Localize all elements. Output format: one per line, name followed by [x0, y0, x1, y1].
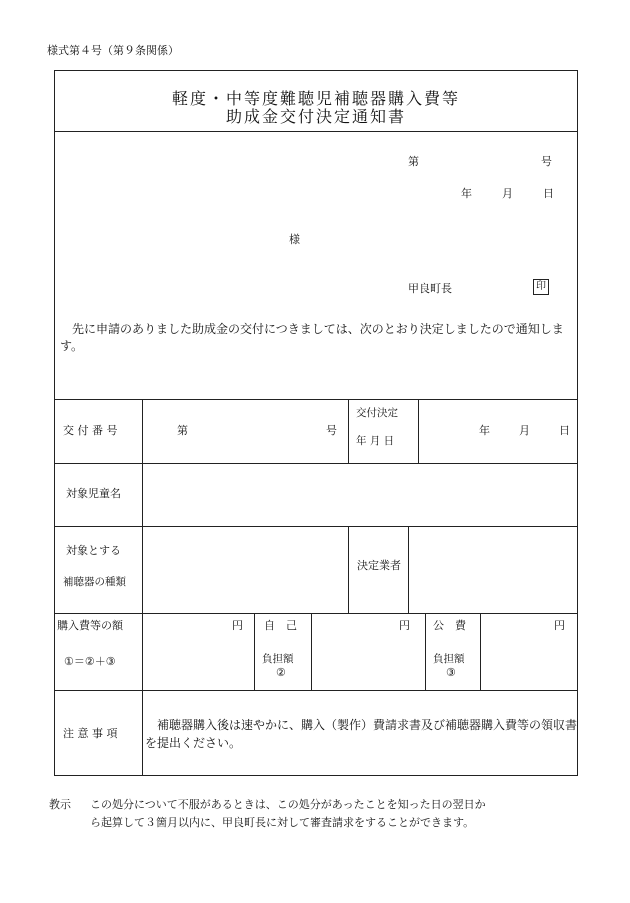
title-divider — [54, 131, 578, 132]
document-number-go: 号 — [541, 155, 552, 168]
public-burden-label-3: ③ — [446, 666, 456, 679]
cost-label-1: 購入費等の額 — [57, 619, 123, 632]
row-divider — [54, 526, 578, 527]
form-title-line2: 助成金交付決定通知書 — [225, 107, 406, 126]
date-day-label: 日 — [543, 187, 554, 200]
notification-body: 先に申請のありました助成金の交付につきましては、次のとおり決定しましたので通知します。 — [60, 322, 564, 353]
grant-number-dai: 第 — [177, 424, 188, 437]
decision-day: 日 — [559, 424, 570, 437]
row-divider — [54, 463, 578, 464]
device-type-label-1: 対象とする — [66, 544, 121, 557]
date-month-label: 月 — [502, 187, 513, 200]
form-frame — [54, 70, 578, 776]
col-line — [311, 613, 312, 690]
addressee-sama: 様 — [289, 233, 300, 246]
self-burden-label-2: 負担額 — [262, 653, 294, 665]
decision-date-label-1: 交付決定 — [356, 407, 398, 419]
public-burden-label-1: 公 費 — [433, 619, 466, 632]
mayor-name: 甲良町長 — [408, 282, 452, 295]
col-line — [418, 399, 419, 463]
col-line — [408, 526, 409, 613]
self-burden-yen: 円 — [399, 619, 410, 632]
self-burden-label-1: 自 己 — [264, 619, 297, 632]
device-type-label-2: 補聴器の種類 — [63, 576, 126, 588]
public-burden-label-2: 負担額 — [433, 653, 465, 665]
decision-date-label-2: 年 月 日 — [356, 435, 395, 447]
col-line — [348, 526, 349, 613]
vendor-label: 決定業者 — [357, 559, 401, 572]
col-line — [425, 613, 426, 690]
seal-mark: 印 — [533, 279, 549, 295]
grant-number-label: 交 付 番 号 — [63, 424, 118, 437]
instruction-line2: ら起算して３箇月以内に、甲良町長に対して審査請求をすることができます。 — [90, 816, 475, 829]
label-column-line — [142, 399, 143, 776]
total-cost-yen: 円 — [232, 619, 243, 632]
document-number-dai: 第 — [408, 155, 419, 168]
child-name-label: 対象児童名 — [66, 487, 121, 500]
public-burden-yen: 円 — [554, 619, 565, 632]
grant-number-go: 号 — [326, 424, 337, 437]
instruction-line1: この処分について不服があるときは、この処分があったことを知った日の翌日か — [90, 798, 486, 811]
self-burden-label-3: ② — [276, 666, 286, 679]
date-year-label: 年 — [461, 187, 472, 200]
form-number: 様式第４号（第９条関係） — [47, 44, 179, 57]
row-divider — [54, 690, 578, 691]
col-line — [348, 399, 349, 463]
table-top-line — [54, 399, 578, 400]
decision-month: 月 — [519, 424, 530, 437]
row-divider — [54, 613, 578, 614]
decision-year: 年 — [479, 424, 490, 437]
col-line — [254, 613, 255, 690]
instruction-label: 教示 — [49, 798, 71, 811]
cost-label-2: ①＝②＋③ — [64, 655, 116, 668]
notes-label: 注 意 事 項 — [63, 727, 118, 740]
form-title-line1: 軽度・中等度難聴児補聴器購入費等 — [171, 89, 460, 108]
notes-text: 補聴器購入後は速やかに、購入（製作）費請求書及び補聴器購入費等の領収書を提出ください。 — [145, 718, 578, 750]
col-line — [480, 613, 481, 690]
